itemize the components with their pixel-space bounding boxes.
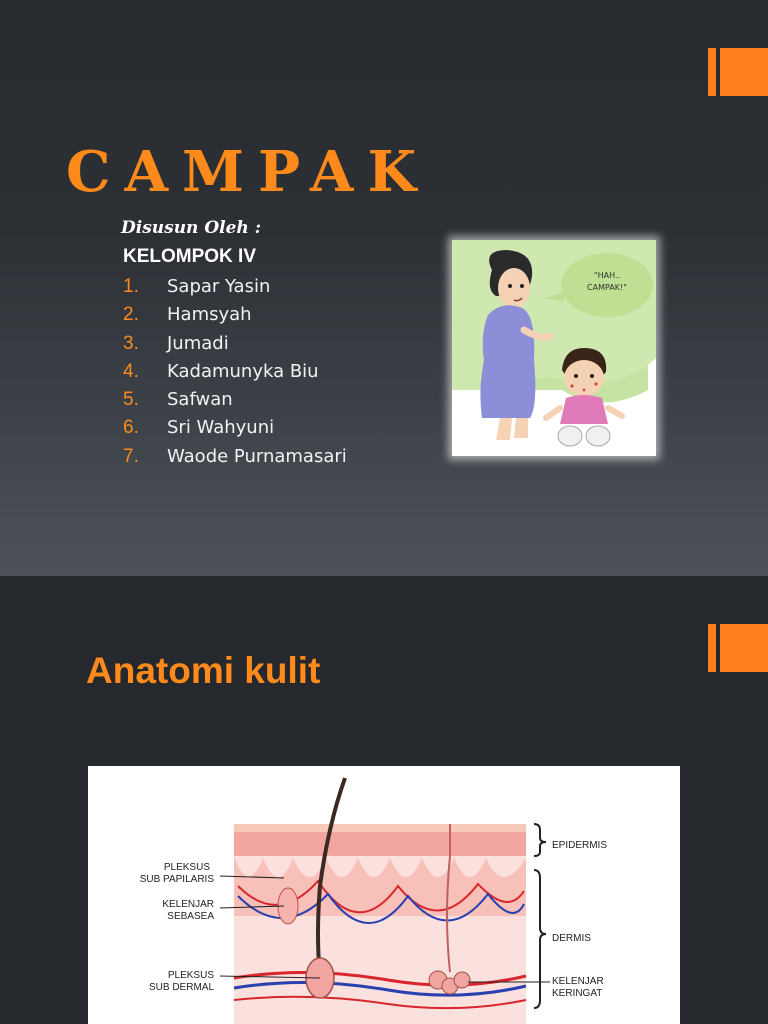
label-kelenjar-keringat-line2: KERINGAT (552, 988, 603, 999)
corner-decoration (708, 48, 768, 96)
cartoon-image (452, 240, 656, 456)
cartoon-illustration (452, 240, 656, 456)
member-item (123, 301, 347, 329)
decoration-bar (708, 624, 716, 672)
group-name: KELOMPOK IV (123, 246, 257, 267)
member-name: Hamsyah (167, 304, 252, 326)
member-number: 1. (123, 276, 139, 297)
member-item (123, 386, 347, 414)
member-name: Sapar Yasin (167, 276, 271, 297)
member-name: Safwan (167, 389, 233, 411)
svg-text:"HAH..: "HAH.. (593, 271, 621, 280)
member-number: 2. (123, 304, 139, 326)
member-number: 3. (123, 332, 139, 354)
decoration-block (720, 48, 768, 96)
label-pleksus-sub-papilaris-line1: PLEKSUS (163, 862, 210, 873)
label-dermis: DERMIS (552, 933, 591, 944)
member-name: Sri Wahyuni (167, 417, 275, 439)
skin-anatomy-diagram (88, 766, 680, 1024)
member-name: Waode Purnamasari (167, 445, 347, 467)
label-kelenjar-sebasea-line1: KELENJAR (162, 899, 214, 910)
member-number: 6. (123, 417, 139, 439)
label-kelenjar-keringat-line1: KELENJAR (552, 976, 604, 987)
member-item (123, 443, 347, 471)
member-item (123, 273, 347, 301)
member-item (123, 414, 347, 442)
member-item (123, 358, 347, 386)
corner-decoration (708, 624, 768, 672)
member-name: Kadamunyka Biu (167, 360, 319, 382)
svg-text:CAMPAK!": CAMPAK!" (587, 283, 627, 292)
label-pleksus-sub-dermal-line1: PLEKSUS (167, 970, 214, 981)
label-epidermis: EPIDERMIS (552, 840, 608, 851)
member-item (123, 330, 347, 358)
member-name: Jumadi (167, 332, 229, 354)
member-number: 4. (123, 360, 139, 382)
skin-diagram-image (88, 766, 680, 1024)
decoration-block (720, 624, 768, 672)
decoration-bar (708, 48, 716, 96)
slide-title: CAMPAK (66, 139, 431, 205)
label-kelenjar-sebasea-line2: SEBASEA (167, 911, 214, 922)
slide-heading: Anatomi kulit (86, 650, 321, 691)
member-number: 7. (123, 445, 139, 467)
slide-2 (0, 576, 768, 1024)
member-list (123, 273, 347, 471)
byline: Disusun Oleh : (121, 218, 261, 238)
label-pleksus-sub-papilaris-line2: SUB PAPILARIS (139, 874, 214, 885)
member-number: 5. (123, 389, 139, 411)
label-pleksus-sub-dermal-line2: SUB DERMAL (148, 982, 214, 993)
